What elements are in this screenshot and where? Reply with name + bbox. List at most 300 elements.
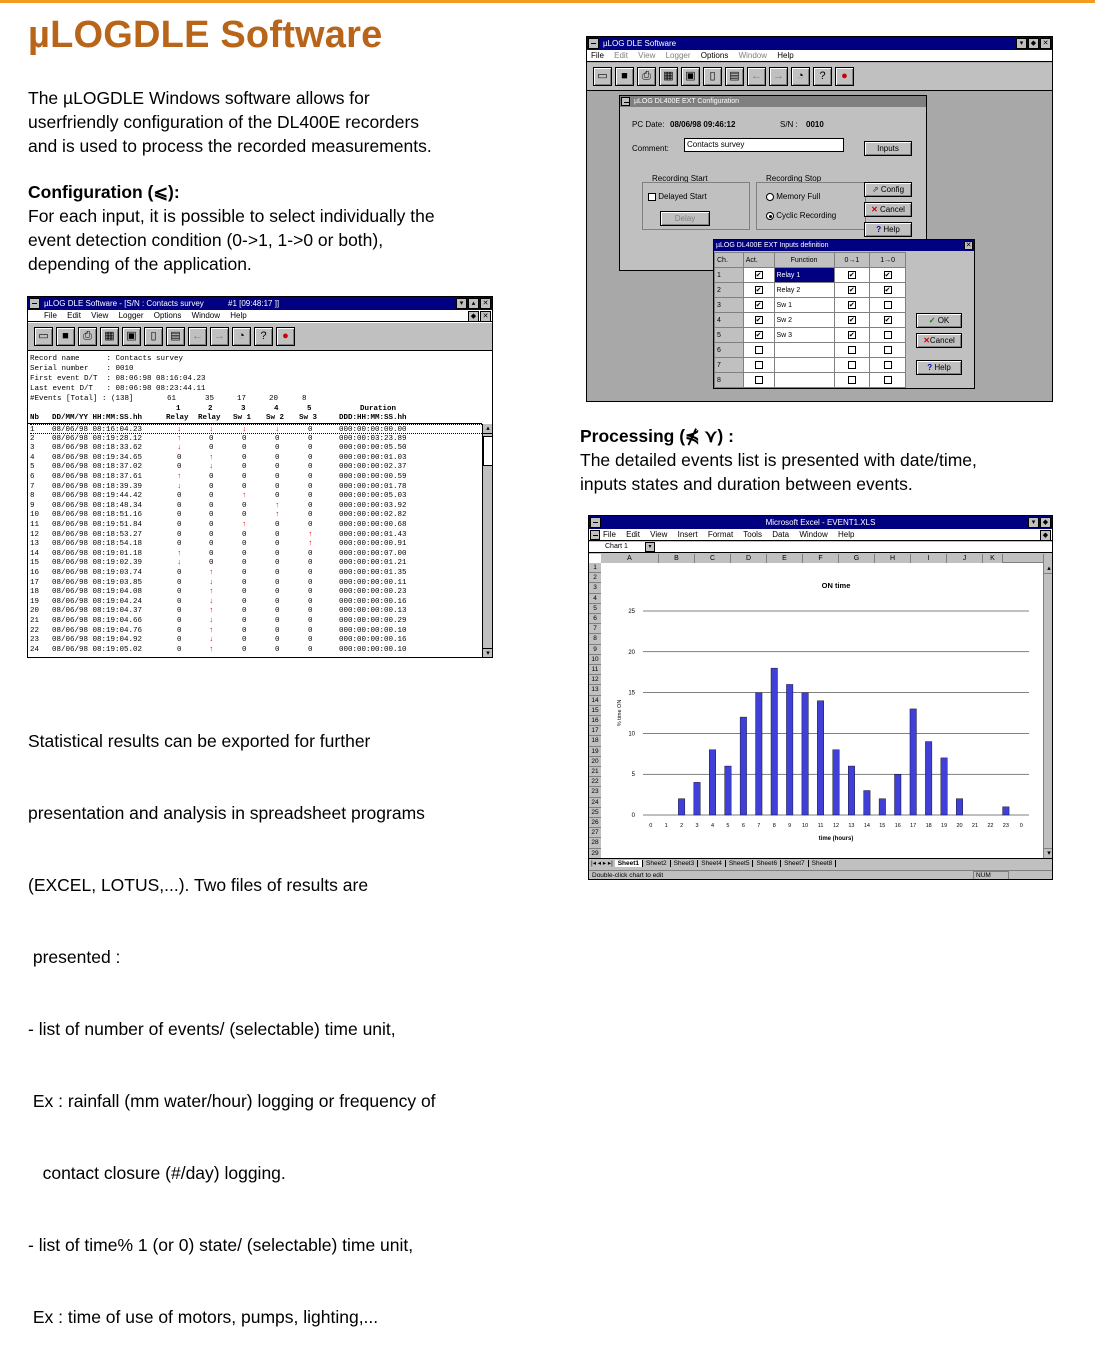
row-number: 16 [30,569,40,577]
sheet-tab[interactable]: Sheet2 [643,860,671,867]
column-header[interactable]: A [601,554,659,563]
on-time-chart[interactable] [603,564,1043,858]
menu-help[interactable]: Help [838,530,855,539]
input-state: 0 [242,463,247,472]
rising-checkbox-box[interactable]: ✔ [848,287,855,294]
events-total: #Events [Total] : (138] [30,395,134,403]
rising-checkbox-box[interactable] [848,361,856,369]
sheet-tab[interactable]: Sheet1 [615,860,643,867]
menu-format[interactable]: Format [707,530,734,539]
sheet-tab[interactable]: Sheet7 [781,860,809,867]
scroll-down-arrow-icon[interactable]: ▾ [1044,848,1053,858]
minimize-button[interactable]: ▾ [456,298,467,309]
row-datetime: 08/06/98 08:19:03.74 [52,569,143,577]
minimize-button[interactable]: ▾ [1028,517,1039,528]
input-row[interactable] [715,298,906,313]
menu-help[interactable]: Help [777,51,794,60]
menu-edit[interactable]: Edit [614,51,628,60]
print-icon[interactable]: ⎙ [637,67,656,86]
falling-checkbox[interactable] [870,343,906,358]
function-cell[interactable] [774,343,834,358]
vertical-scrollbar[interactable] [482,424,493,658]
menu-options[interactable]: Options [153,311,182,320]
row-datetime: 08/06/98 08:18:37.02 [52,463,143,472]
x-tick-label: 16 [894,823,901,829]
arrow-right-icon[interactable]: → [210,327,229,346]
menu-file[interactable]: File [591,51,604,60]
row-header[interactable]: 24 [589,798,601,808]
column-header[interactable]: F [803,554,839,563]
open-folder-icon[interactable]: ▭ [593,67,612,86]
rising-checkbox[interactable] [834,283,870,298]
delayed-start-checkbox[interactable] [648,193,656,201]
config-app-titlebar[interactable] [587,37,1052,50]
chart-bar [817,701,823,815]
ok-button[interactable] [916,313,962,328]
table-row[interactable] [30,424,482,434]
row-header[interactable]: 17 [589,726,601,736]
rising-checkbox[interactable] [834,358,870,373]
table-row[interactable] [30,635,482,645]
active-checkbox-box[interactable]: ✔ [755,332,762,339]
row-datetime: 08/06/98 08:18:39.39 [52,482,143,491]
row-header[interactable]: 11 [589,665,601,675]
col-nb: Nb [30,414,40,422]
active-checkbox[interactable] [743,313,774,328]
input-state: 0 [242,617,247,625]
child-close-icon[interactable]: ✕ [480,311,491,322]
y-tick-label: 10 [628,731,635,738]
system-menu-icon[interactable] [590,517,601,528]
rising-checkbox[interactable] [834,313,870,328]
inputs-dialog-titlebar[interactable] [714,240,974,251]
system-menu-icon[interactable] [588,38,599,49]
input-row[interactable] [715,283,906,298]
row-header[interactable]: 2 [589,573,601,583]
falling-checkbox[interactable] [870,358,906,373]
rising-checkbox[interactable] [834,268,870,283]
row-duration: 000:00:00:00.11 [339,578,407,587]
function-cell[interactable]: Sw 3 [774,328,834,343]
row-duration: 000:00:00:00.59 [339,473,407,481]
display-icon[interactable]: ▤ [725,67,744,86]
table-row[interactable] [30,434,482,444]
table-row[interactable] [30,606,482,616]
help-inputs-button[interactable] [916,360,962,375]
y-tick-label: 20 [628,649,635,656]
active-checkbox[interactable] [743,283,774,298]
configuration-dialog-titlebar[interactable] [620,96,926,107]
tab-scroll-next-icon[interactable]: ▸ [602,860,607,867]
menu-edit[interactable]: Edit [67,311,81,320]
help-icon[interactable]: ? [813,67,832,86]
accent-bar [0,0,1095,3]
input-state: 0 [242,511,247,520]
input-state: 0 [242,597,247,606]
column-header[interactable]: B [659,554,695,563]
delay-button[interactable]: Delay [660,211,710,226]
table-row[interactable] [30,501,482,511]
cancel-button[interactable] [864,202,912,217]
doc-restore-button[interactable]: ◆ [1040,530,1051,541]
events-window-title: µLOG DLE Software - [S/N : Contacts survey [44,299,204,308]
menu-window[interactable]: Window [799,530,828,539]
row-header[interactable]: 3 [589,583,601,593]
input-state: 0 [242,444,247,453]
input-state: 0 [308,434,313,443]
delayed-start-option[interactable] [648,192,707,201]
active-checkbox-box[interactable]: ✔ [755,287,762,294]
menu-tools[interactable]: Tools [743,530,762,539]
active-checkbox[interactable] [743,268,774,283]
function-cell[interactable] [774,373,834,388]
function-cell[interactable]: Sw 1 [774,298,834,313]
rising-checkbox-box[interactable] [848,376,856,384]
sheet-tab[interactable]: Sheet8 [809,860,837,867]
falling-checkbox[interactable] [870,268,906,283]
save-icon[interactable]: ■ [615,67,634,86]
falling-checkbox[interactable] [870,283,906,298]
menu-options[interactable]: Options [700,51,729,60]
falling-edge-arrow-icon: ↓ [275,426,280,434]
active-checkbox[interactable] [743,358,774,373]
clock-icon[interactable]: ◔ [232,327,251,346]
column-header[interactable]: K [983,554,1003,563]
close-icon[interactable]: ✕ [480,298,491,309]
menu-view[interactable]: View [91,311,109,320]
menu-view[interactable]: View [650,530,668,539]
menu-edit[interactable]: Edit [626,530,640,539]
system-menu-icon[interactable] [621,97,630,106]
scroll-thumb[interactable] [483,436,493,466]
menu-logger[interactable]: Logger [665,51,691,60]
config-toolbar [587,63,1052,91]
falling-checkbox-box[interactable]: ✔ [884,272,891,279]
active-checkbox-box[interactable] [755,376,763,384]
row-number: 14 [30,549,40,558]
row-header[interactable]: 5 [589,604,601,614]
active-checkbox-box[interactable] [755,346,763,354]
close-icon[interactable]: ✕ [1040,38,1051,49]
table-row[interactable] [30,453,482,463]
excel-titlebar[interactable] [589,516,1052,529]
sheet-tab[interactable]: Sheet5 [726,860,754,867]
inputs-button[interactable]: Inputs [864,141,912,156]
x-tick-label: 0 [1019,823,1023,829]
input-state: 0 [308,597,313,606]
rising-checkbox[interactable] [834,343,870,358]
help-button[interactable] [864,222,912,237]
input-row[interactable] [715,268,906,283]
row-duration: 000:00:00:00.29 [339,617,407,625]
rising-checkbox-box[interactable]: ✔ [848,317,855,324]
memory-full-radio[interactable] [766,193,774,201]
row-header[interactable]: 6 [589,614,601,624]
table-row[interactable] [30,558,482,568]
active-checkbox-box[interactable] [755,361,763,369]
sheet-tab[interactable]: Sheet3 [671,860,699,867]
falling-checkbox-box[interactable] [884,346,892,354]
tab-scroll-first-icon[interactable]: |◂ [591,860,596,867]
event-list [30,424,482,655]
table-row[interactable] [30,443,482,453]
configuration-dialog-title: µLOG DL400E EXT Configuration [634,98,740,105]
scroll-up-arrow-icon[interactable]: ▴ [483,424,493,434]
table-row[interactable] [30,520,482,530]
arrow-right-icon[interactable]: → [769,67,788,86]
child-restore-button[interactable]: ◆ [468,311,479,322]
pc-date-label: PC Date: [632,120,665,129]
events-count: 61 [167,395,177,403]
function-cell[interactable] [774,358,834,373]
excel-vertical-scrollbar[interactable] [1043,554,1053,858]
save-icon[interactable]: ■ [56,327,75,346]
column-header[interactable]: E [767,554,803,563]
table-row[interactable] [30,587,482,597]
row-number: 5 [30,463,35,472]
table-row[interactable] [30,472,482,482]
column-header[interactable]: J [947,554,983,563]
menu-view[interactable]: View [638,51,656,60]
input-state: 0 [177,588,182,597]
formula-bar [589,542,1053,553]
row-header[interactable]: 21 [589,767,601,777]
intro-line: and is used to process the recorded measurements. [28,136,432,156]
x-tick-label: 7 [757,823,761,829]
table-row[interactable] [30,578,482,588]
active-checkbox-box[interactable]: ✔ [755,317,762,324]
channel-cell: 2 [715,283,744,298]
maximize-button[interactable]: ▴ [468,298,479,309]
scroll-up-arrow-icon[interactable]: ▴ [1044,564,1053,574]
chart-bar [725,766,731,815]
falling-edge-arrow-icon: ↓ [242,426,247,434]
chart-bar [694,782,700,815]
table-row[interactable] [30,597,482,607]
cyclic-recording-option[interactable] [766,211,836,220]
row-header[interactable]: 12 [589,675,601,685]
maximize-button[interactable]: ◆ [1040,517,1051,528]
row-header[interactable]: 22 [589,777,601,787]
x-tick-label: 6 [741,823,745,829]
doc-system-menu-icon[interactable] [590,530,600,540]
logger-icon[interactable]: ▣ [122,327,141,346]
record-icon[interactable]: ● [835,67,854,86]
comment-label: Comment: [632,144,669,153]
falling-checkbox-box[interactable] [884,361,892,369]
cancel-inputs-button[interactable] [916,333,962,348]
close-icon[interactable]: ✕ [965,242,972,249]
falling-checkbox[interactable] [870,328,906,343]
x-tick-label: 20 [956,823,963,829]
x-tick-label: 3 [695,823,699,829]
rising-checkbox[interactable] [834,373,870,388]
falling-checkbox[interactable] [870,298,906,313]
config-button[interactable] [864,182,912,197]
cyclic-recording-radio[interactable] [766,212,774,220]
processing-line: The detailed events list is presented with date/time, [580,450,977,470]
row-header[interactable]: 9 [589,645,601,655]
input-state: 0 [308,626,313,635]
menu-window[interactable]: Window [191,311,221,320]
rising-edge-arrow-icon: ↑ [242,492,247,501]
table-row[interactable] [30,491,482,501]
sheet-tab[interactable]: Sheet6 [753,860,781,867]
column-header[interactable]: I [911,554,947,563]
row-duration: 000:00:00:01.35 [339,569,407,577]
active-checkbox[interactable] [743,298,774,313]
falling-checkbox-box[interactable] [884,301,892,309]
falling-checkbox[interactable] [870,313,906,328]
arrow-left-icon[interactable]: ← [188,327,207,346]
row-header[interactable]: 10 [589,655,601,665]
row-header[interactable]: 15 [589,706,601,716]
clock-icon[interactable]: ◔ [791,67,810,86]
falling-checkbox-box[interactable] [884,376,892,384]
menu-file[interactable]: File [44,311,57,320]
input-row[interactable] [715,373,906,388]
menu-help[interactable]: Help [230,311,247,320]
row-header[interactable]: 7 [589,624,601,634]
active-checkbox-box[interactable]: ✔ [755,272,762,279]
chart-bar [833,750,839,815]
col-number: 3 [241,405,246,413]
device-icon[interactable]: ▯ [703,67,722,86]
events-window-titlebar[interactable] [28,297,492,310]
input-state: 0 [209,492,214,501]
row-datetime: 08/06/98 08:16:04.23 [52,426,143,434]
input-state: 0 [308,607,313,616]
row-header[interactable]: 26 [589,818,601,828]
table-row[interactable] [30,616,482,626]
function-cell[interactable]: Sw 2 [774,313,834,328]
rising-checkbox[interactable] [834,328,870,343]
input-row[interactable] [715,343,906,358]
table-row[interactable] [30,568,482,578]
function-cell[interactable]: Relay 2 [774,283,834,298]
table-row[interactable] [30,539,482,549]
system-menu-icon[interactable] [29,298,40,309]
row-duration: 000:00:00:00.16 [339,597,407,606]
row-header[interactable]: 8 [589,634,601,644]
row-header[interactable]: 19 [589,747,601,757]
grid-icon[interactable]: ▦ [100,327,119,346]
col-datetime: DD/MM/YY HH:MM:SS.hh [52,414,143,422]
row-header[interactable]: 1 [589,563,601,573]
row-header[interactable]: 18 [589,736,601,746]
active-checkbox[interactable] [743,373,774,388]
menu-file[interactable]: File [603,530,616,539]
worksheet[interactable] [589,554,1043,858]
sheet-tab[interactable]: Sheet4 [698,860,726,867]
active-checkbox-box[interactable]: ✔ [755,302,762,309]
falling-checkbox-box[interactable]: ✔ [884,287,891,294]
grid-icon[interactable]: ▦ [659,67,678,86]
falling-checkbox[interactable] [870,373,906,388]
function-cell[interactable]: Relay 1 [774,268,834,283]
active-checkbox[interactable] [743,328,774,343]
input-state: 0 [275,530,280,539]
menu-logger[interactable]: Logger [118,311,144,320]
input-row[interactable] [715,358,906,373]
maximize-button[interactable]: ◆ [1028,38,1039,49]
column-header[interactable]: C [695,554,731,563]
row-header[interactable]: 14 [589,696,601,706]
menu-insert[interactable]: Insert [677,530,698,539]
page-title: µLOGDLE Software [28,14,383,56]
row-header[interactable]: 27 [589,828,601,838]
input-row[interactable] [715,313,906,328]
logger-icon[interactable]: ▣ [681,67,700,86]
falling-checkbox-box[interactable]: ✔ [884,317,891,324]
excel-menu-bar [589,529,1052,541]
row-number: 7 [30,482,35,491]
table-row[interactable] [30,645,482,655]
rising-checkbox[interactable] [834,298,870,313]
table-row[interactable] [30,510,482,520]
input-state: 0 [275,607,280,616]
tab-scroll-prev-icon[interactable]: ◂ [597,860,602,867]
input-row[interactable] [715,328,906,343]
help-icon[interactable]: ? [254,327,273,346]
menu-window[interactable]: Window [738,51,768,60]
table-row[interactable] [30,462,482,472]
print-icon[interactable]: ⎙ [78,327,97,346]
row-header[interactable]: 20 [589,757,601,767]
column-header[interactable]: H [875,554,911,563]
row-header[interactable]: 25 [589,808,601,818]
chart-title: ON time [821,581,851,590]
row-header[interactable]: 29 [589,849,601,858]
falling-checkbox-box[interactable] [884,331,892,339]
col-sw2: Sw 2 [266,414,285,422]
row-header[interactable]: 16 [589,716,601,726]
row-header[interactable]: 4 [589,594,601,604]
row-header[interactable]: 13 [589,685,601,695]
row-header[interactable]: 23 [589,787,601,797]
table-row[interactable] [30,530,482,540]
open-folder-icon[interactable]: ▭ [34,327,53,346]
row-duration: 000:00:00:00.10 [339,626,407,635]
record-icon[interactable]: ● [276,327,295,346]
active-checkbox[interactable] [743,343,774,358]
rising-checkbox-box[interactable]: ✔ [848,302,855,309]
name-box-dropdown-icon[interactable]: ▾ [645,542,655,552]
minimize-button[interactable]: ▾ [1016,38,1027,49]
menu-data[interactable]: Data [772,530,790,539]
comment-input[interactable]: Contacts survey [684,138,844,152]
tab-scroll-last-icon[interactable]: ▸| [607,860,613,867]
table-row[interactable] [30,626,482,636]
table-row[interactable] [30,549,482,559]
name-box[interactable]: Chart 1 [603,542,655,552]
rising-checkbox-box[interactable] [848,346,856,354]
table-row[interactable] [30,482,482,492]
rising-checkbox-box[interactable]: ✔ [848,332,855,339]
rising-edge-arrow-icon: ↑ [177,434,182,443]
arrow-left-icon[interactable]: ← [747,67,766,86]
input-state: 0 [209,473,214,481]
scroll-down-arrow-icon[interactable]: ▾ [483,648,493,658]
column-header[interactable]: G [839,554,875,563]
display-icon[interactable]: ▤ [166,327,185,346]
row-header[interactable]: 28 [589,838,601,848]
device-icon[interactable]: ▯ [144,327,163,346]
memory-full-option[interactable] [766,192,820,201]
column-header[interactable]: D [731,554,767,563]
events-window-title-right: #1 [09:48:17 ]] [228,299,280,308]
rising-checkbox-box[interactable]: ✔ [848,272,855,279]
